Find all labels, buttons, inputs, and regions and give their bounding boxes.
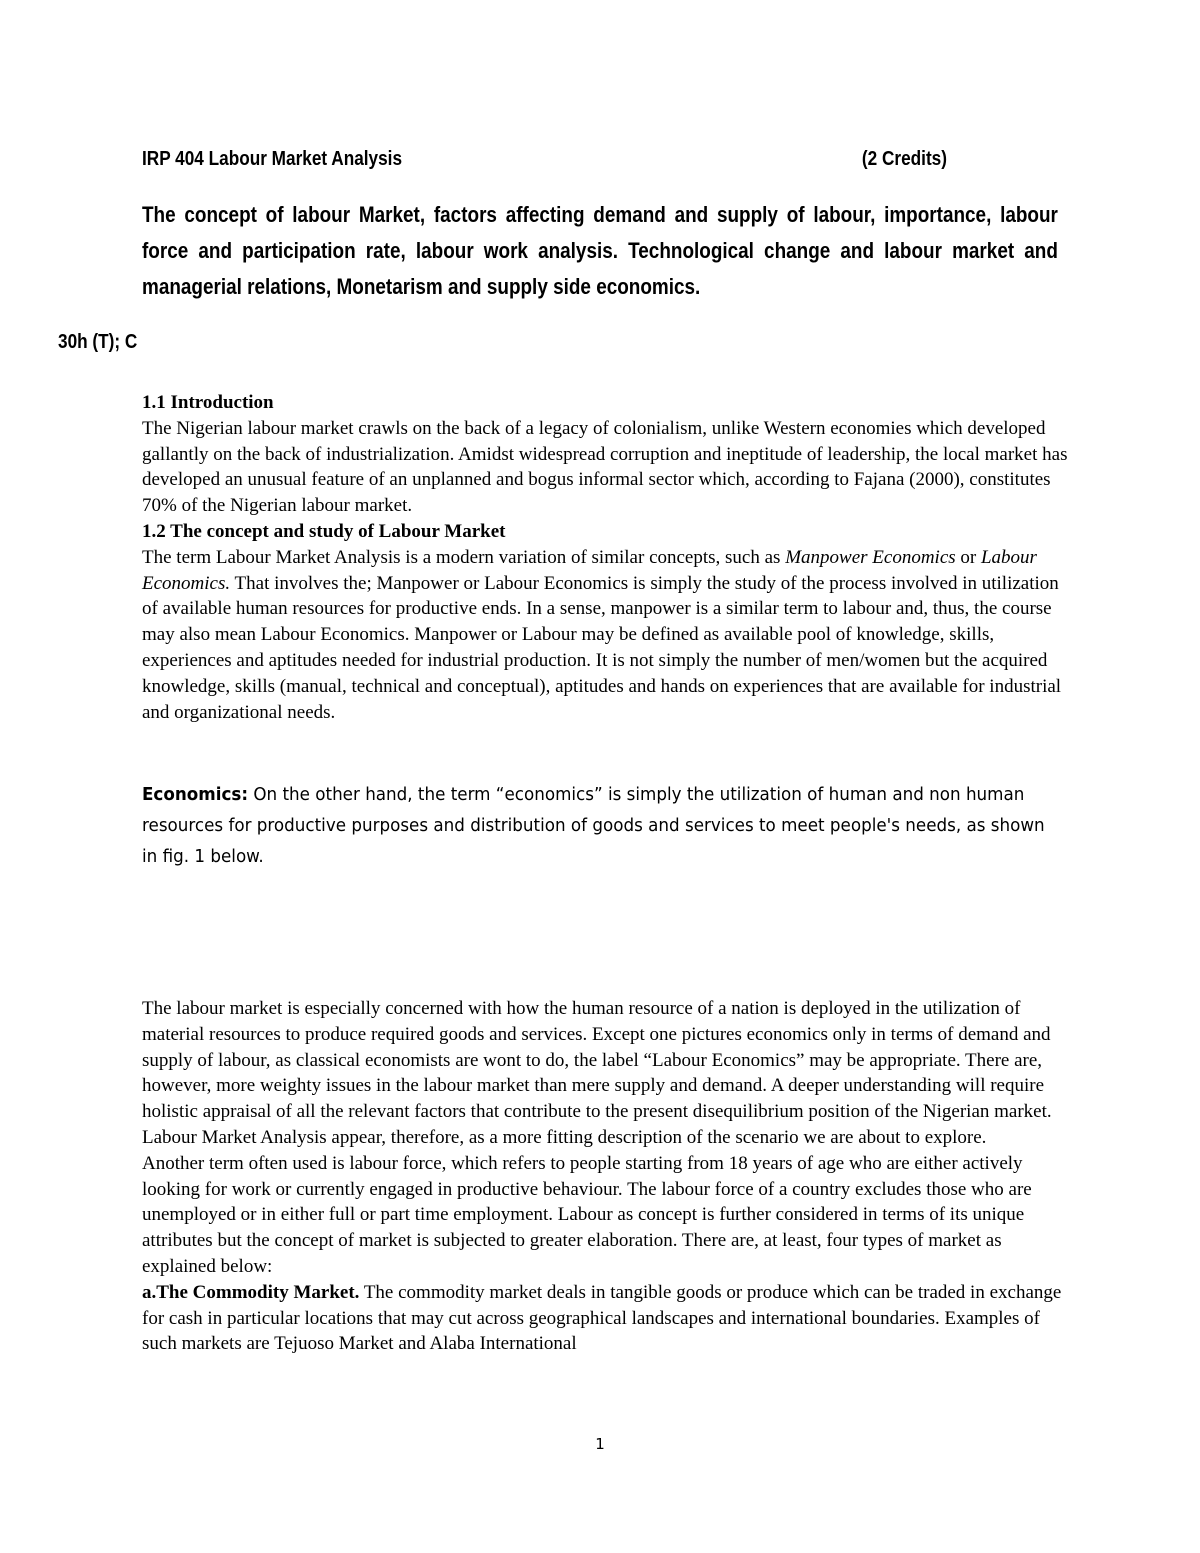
economics-paragraph [142, 779, 1053, 872]
course-credits: (2 Credits) [861, 148, 947, 170]
page-number: 1 [595, 1435, 605, 1453]
course-description: The concept of labour Market, factors affecting demand and supply of labour, importance, labour force and participation rate, labour work analysis. Technological change and labour market and managerial relations, Monetarism and supply side economics. [142, 202, 1058, 299]
commodity-market-heading: a.The Commodity Market. [142, 1281, 360, 1303]
section-1-2-heading: 1.2 The concept and study of Labour Market [142, 520, 506, 542]
commodity-market-paragraph [142, 1280, 1072, 1357]
section-1-1 [142, 390, 1072, 725]
section-1-2-text-a: The term Labour Market Analysis is a modern variation of similar concepts, such as [142, 546, 786, 568]
labour-market-paragraph: The labour market is especially concerned with how the human resource of a nation is deployed in the utilization of material resources to produce required goods and services. Except one pictures economics only in terms of demand and supply of labour, as classical economists are wont to do, the label “Labour Economics” may be appropriate. There are, however, more weighty issues in the labour market than mere supply and demand. A deeper understanding will require holistic appraisal of all the relevant factors that contribute to the present disequilibrium position of the Nigerian market. Labour Market Analysis appear, therefore, as a more fitting description of the scenario we are about to explore. [142, 998, 1052, 1148]
section-1-2-body [142, 545, 1072, 726]
section-1-2-italic-manpower: Manpower Economics [785, 546, 956, 568]
course-header [142, 145, 947, 173]
section-1-1-heading: 1.1 Introduction [142, 392, 274, 413]
labour-market-section [142, 996, 1072, 1357]
commodity-market-body: The commodity market deals in tangible goods or produce which can be traded in exchange for cash in particular locations that may cut across geographical landscapes and international boundaries. Examples of such markets are Tejuoso Market and Alaba International [142, 1281, 1062, 1355]
section-1-2-text-c: That involves the; Manpower or Labour Economics is simply the study of the process involved in utilization of available human resources for productive ends. In a sense, manpower is a similar term to labour and, thus, the course may also mean Labour Economics. Manpower or Labour may be defined as available pool of knowledge, skills, experiences and aptitudes needed for industrial production. It is not simply the number of men/women but the acquired knowledge, skills (manual, technical and conceptual), aptitudes and hands on experiences that are available for industrial and organizational needs. [142, 572, 1062, 723]
economics-label: Economics: [142, 784, 249, 805]
economics-body: On the other hand, the term “economics” is simply the utilization of human and non human resources for productive purposes and distribution of goods and services to meet people's needs, as shown in fig. 1 below. [142, 784, 1045, 867]
section-1-2-text-b: or [955, 546, 981, 568]
labour-force-paragraph: Another term often used is labour force, which refers to people starting from 18 years of age who are either actively looking for work or currently engaged in productive behaviour. The labour force of a country excludes those who are unemployed or in either full or part time employment. Labour as concept is further considered in terms of its unique attributes but the concept of market is subjected to greater elaboration. There are, at least, four types of market as explained below: [142, 1152, 1032, 1277]
course-title: IRP 404 Labour Market Analysis [142, 148, 403, 170]
course-hours: 30h (T); C [58, 331, 138, 353]
section-1-2-italic-labour: Labour Economics. [142, 546, 1037, 594]
section-1-1-body: The Nigerian labour market crawls on the back of a legacy of colonialism, unlike Western economies which developed gallantly on the back of industrialization. Amidst widespread corruption and ineptitude of leadership, the local market has developed an unusual feature of an unplanned and bogus informal sector which, according to Fajana (2000), constitutes 70% of the Nigerian labour market. [142, 417, 1068, 517]
